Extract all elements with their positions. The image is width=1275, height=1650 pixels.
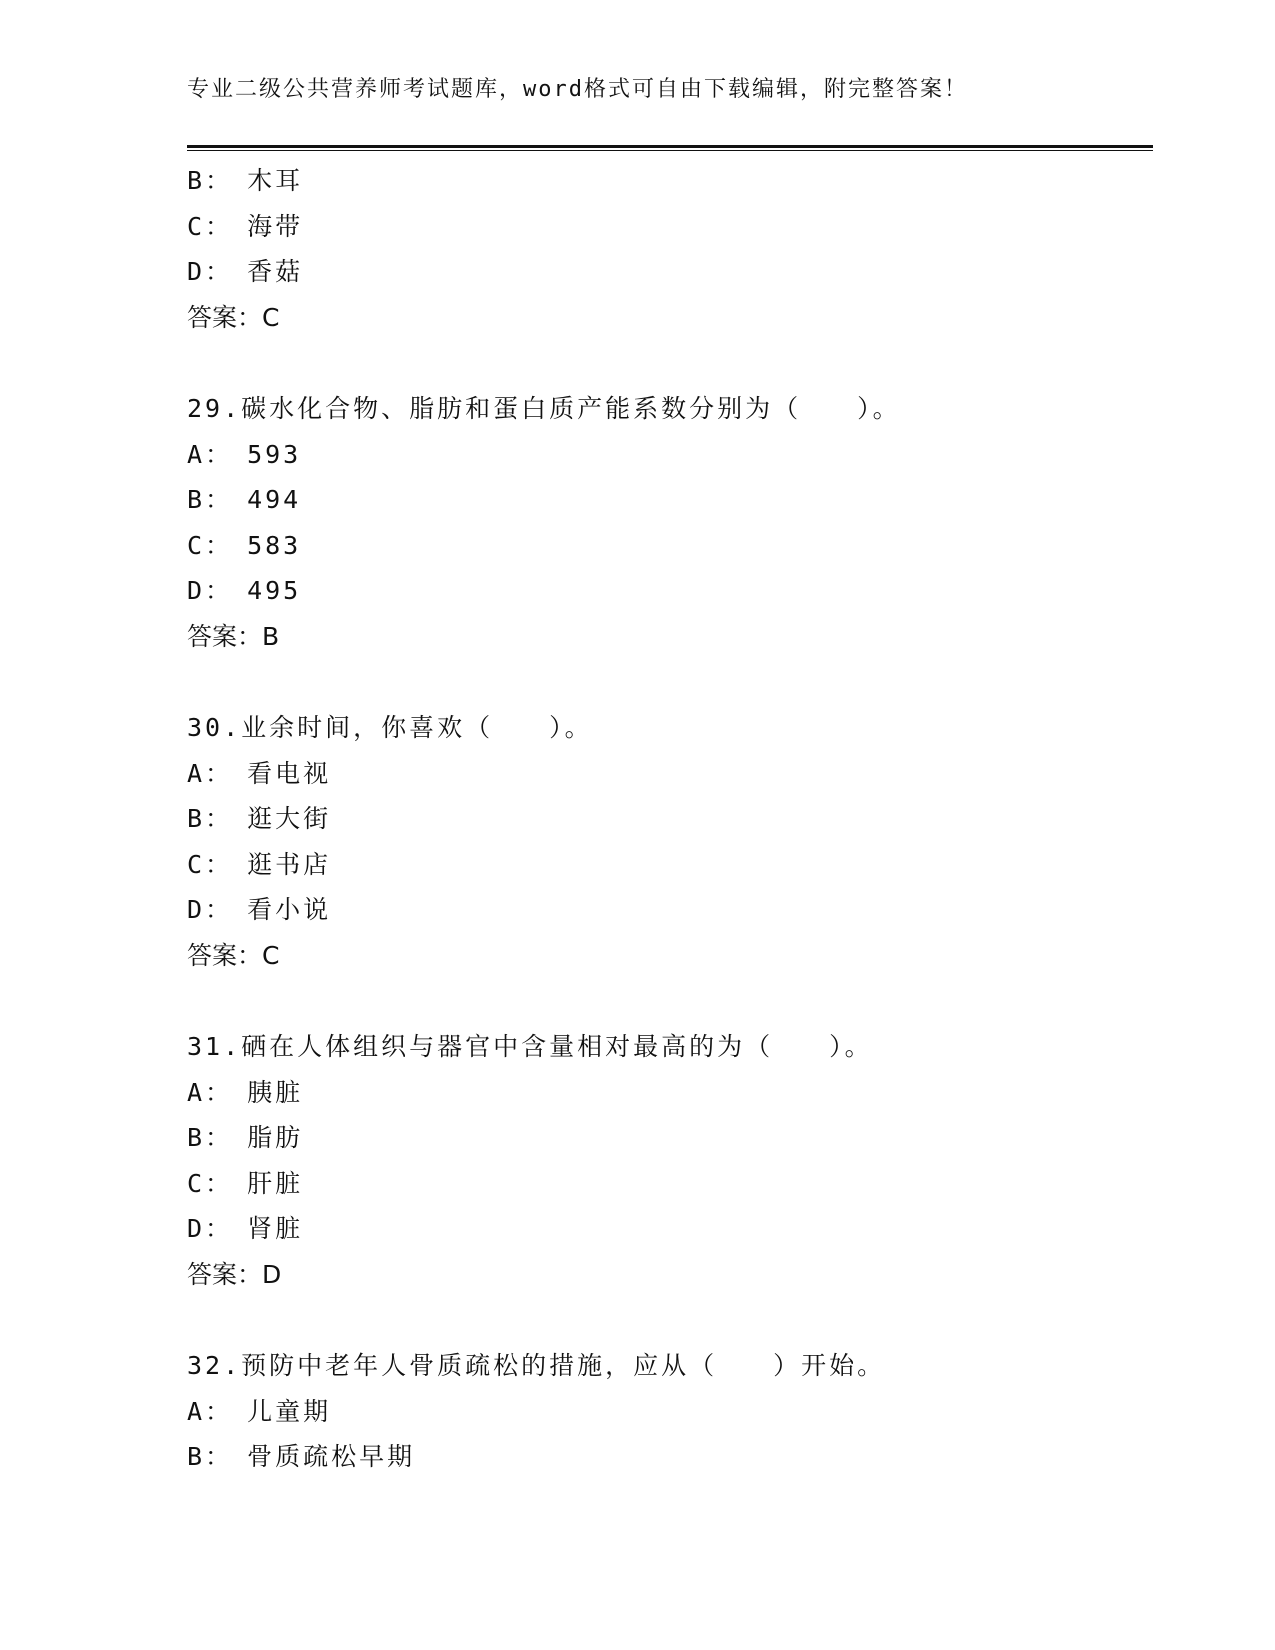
option-line [187, 1206, 1153, 1252]
option-text: 肝脏 [247, 1168, 304, 1198]
option-line [187, 751, 1153, 797]
answer-line: 答案：D [187, 1259, 282, 1289]
option-text: 脂肪 [247, 1123, 304, 1152]
option-key: C： [187, 849, 234, 879]
question-stem: 32.预防中老年人骨质疏松的措施，应从（ ）开始。 [187, 1351, 886, 1380]
option-key: D： [187, 576, 234, 605]
answer-line: 答案：B [187, 621, 280, 651]
question-31 [187, 1024, 1153, 1297]
option-text: 494 [247, 485, 302, 514]
option-key: D： [187, 1214, 234, 1243]
question-32 [187, 1343, 1153, 1480]
option-line [187, 1070, 1153, 1116]
answer-line: 答案：C [187, 940, 280, 970]
page-header: 专业二级公共营养师考试题库，word格式可自由下载编辑，附完整答案！ [187, 77, 968, 102]
question-29 [187, 386, 1153, 659]
option-text: 看电视 [247, 758, 332, 788]
option-line [187, 1434, 1153, 1480]
option-key: D： [187, 895, 234, 924]
option-key: B： [187, 1123, 234, 1152]
header-rule-thin [187, 150, 1153, 151]
option-text: 逛大街 [247, 804, 332, 833]
option-key: D： [187, 257, 234, 286]
option-key: A： [187, 1077, 234, 1107]
header-rule-thick [187, 145, 1153, 148]
answer-line: 答案：C [187, 302, 280, 332]
option-text: 骨质疏松早期 [247, 1442, 416, 1471]
option-text: 肾脏 [247, 1214, 304, 1243]
option-line [187, 432, 1153, 478]
option-key: A： [187, 758, 234, 788]
option-line [187, 1389, 1153, 1435]
option-line [187, 842, 1153, 888]
option-line [187, 568, 1153, 614]
continued-question [187, 158, 1153, 340]
option-key: B： [187, 1442, 234, 1471]
option-text: 495 [247, 576, 302, 605]
option-line [187, 887, 1153, 933]
option-text: 看小说 [247, 895, 332, 924]
option-line [187, 523, 1153, 569]
option-key: A： [187, 1396, 234, 1426]
question-stem: 29.碳水化合物、脂肪和蛋白质产能系数分别为（ ）。 [187, 394, 901, 423]
option-line [187, 249, 1153, 295]
option-text: 逛书店 [247, 849, 332, 879]
option-key: A： [187, 439, 234, 469]
option-line [187, 796, 1153, 842]
option-key: C： [187, 1168, 234, 1198]
option-key: C： [187, 530, 234, 560]
question-30 [187, 705, 1153, 978]
option-text: 583 [247, 530, 302, 560]
option-line [187, 204, 1153, 250]
option-key: B： [187, 166, 234, 195]
option-text: 木耳 [247, 166, 304, 195]
question-content [187, 158, 1153, 1480]
option-text: 593 [247, 439, 302, 469]
option-text: 胰脏 [247, 1077, 304, 1107]
option-line [187, 477, 1153, 523]
option-line [187, 1115, 1153, 1161]
option-text: 香菇 [247, 257, 304, 286]
option-line [187, 158, 1153, 204]
question-stem: 30.业余时间，你喜欢（ ）。 [187, 713, 593, 742]
option-key: B： [187, 804, 234, 833]
option-key: C： [187, 211, 234, 241]
option-text: 儿童期 [247, 1396, 332, 1426]
question-stem: 31.硒在人体组织与器官中含量相对最高的为（ ）。 [187, 1032, 873, 1061]
option-line [187, 1161, 1153, 1207]
option-text: 海带 [247, 211, 304, 241]
option-key: B： [187, 485, 234, 514]
